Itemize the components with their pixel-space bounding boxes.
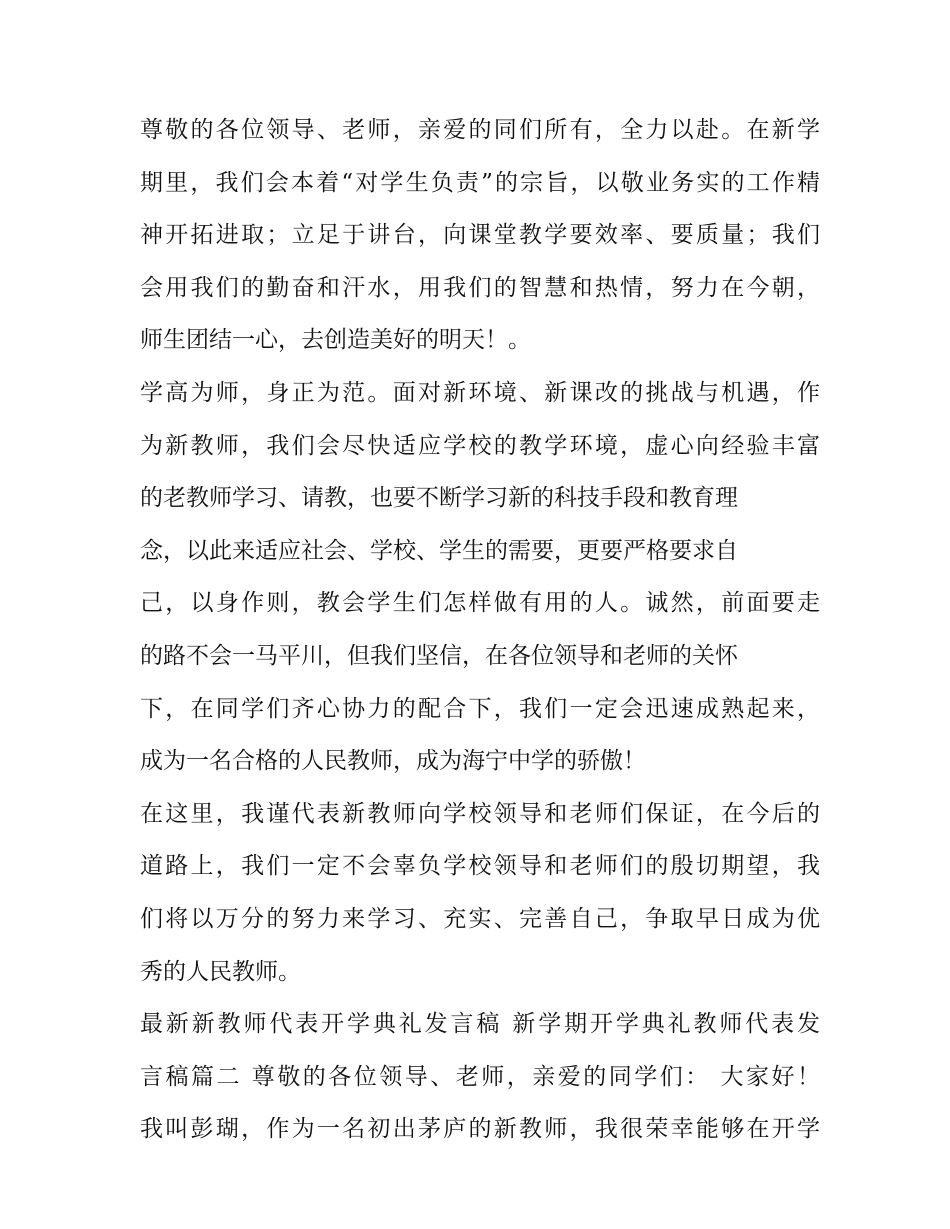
text-line: 念，以此来适应社会、学校、学生的需要，更要严格要求自: [140, 537, 738, 564]
text-line: 的老教师学习、请教，也要不断学习新的科技手段和教育理: [140, 485, 738, 512]
text-line: 己，以身作则，教会学生们怎样做有用的人。诚然，前面要走: [140, 590, 820, 617]
text-line: 下，在同学们齐心协力的配合下，我们一定会迅速成熟起来，: [140, 695, 820, 722]
text-line: 在这里，我谨代表新教师向学校领导和老师们保证，在今后的: [140, 800, 820, 827]
text-line: 学高为师，身正为范。面对新环境、新课改的挑战与机遇，作: [140, 379, 820, 406]
text-line: 为新教师，我们会尽快适应学校的教学环境，虚心向经验丰富: [140, 432, 820, 459]
document-body: [140, 104, 820, 1156]
text-line: 道路上，我们一定不会辜负学校领导和老师们的殷切期望，我: [140, 853, 820, 880]
text-line: 们将以万分的努力来学习、充实、完善自己，争取早日成为优: [140, 905, 820, 932]
text-line: 会用我们的勤奋和汗水，用我们的智慧和热情，努力在今朝，: [140, 274, 820, 301]
text-line: 神开拓进取；立足于讲台，向课堂教学要效率、要质量；我们: [140, 222, 820, 249]
text-line: 尊敬的各位领导、老师，亲爱的同们所有，全力以赴。在新学: [140, 117, 820, 143]
text-line: 秀的人民教师。: [140, 958, 301, 985]
paragraph-3: [140, 788, 820, 998]
paragraph-2: [140, 367, 820, 788]
text-line: 我叫彭瑚，作为一名初出茅庐的新教师，我很荣幸能够在开学: [140, 1116, 820, 1143]
text-line: 最新新教师代表开学典礼发言稿 新学期开学典礼教师代表发: [140, 1011, 820, 1038]
text-line: 期里，我们会本着“对学生负责”的宗旨，以敬业务实的工作精: [140, 169, 820, 196]
text-line: 师生团结一心，去创造美好的明天！。: [140, 327, 531, 354]
text-line: 的路不会一马平川，但我们坚信，在各位领导和老师的关怀: [140, 642, 738, 669]
paragraph-4: [140, 998, 820, 1156]
text-line: 成为一名合格的人民教师，成为海宁中学的骄傲！: [140, 748, 646, 775]
text-line: 言稿篇二 尊敬的各位领导、老师，亲爱的同学们： 大家好！: [140, 1063, 820, 1090]
paragraph-1: [140, 104, 820, 367]
